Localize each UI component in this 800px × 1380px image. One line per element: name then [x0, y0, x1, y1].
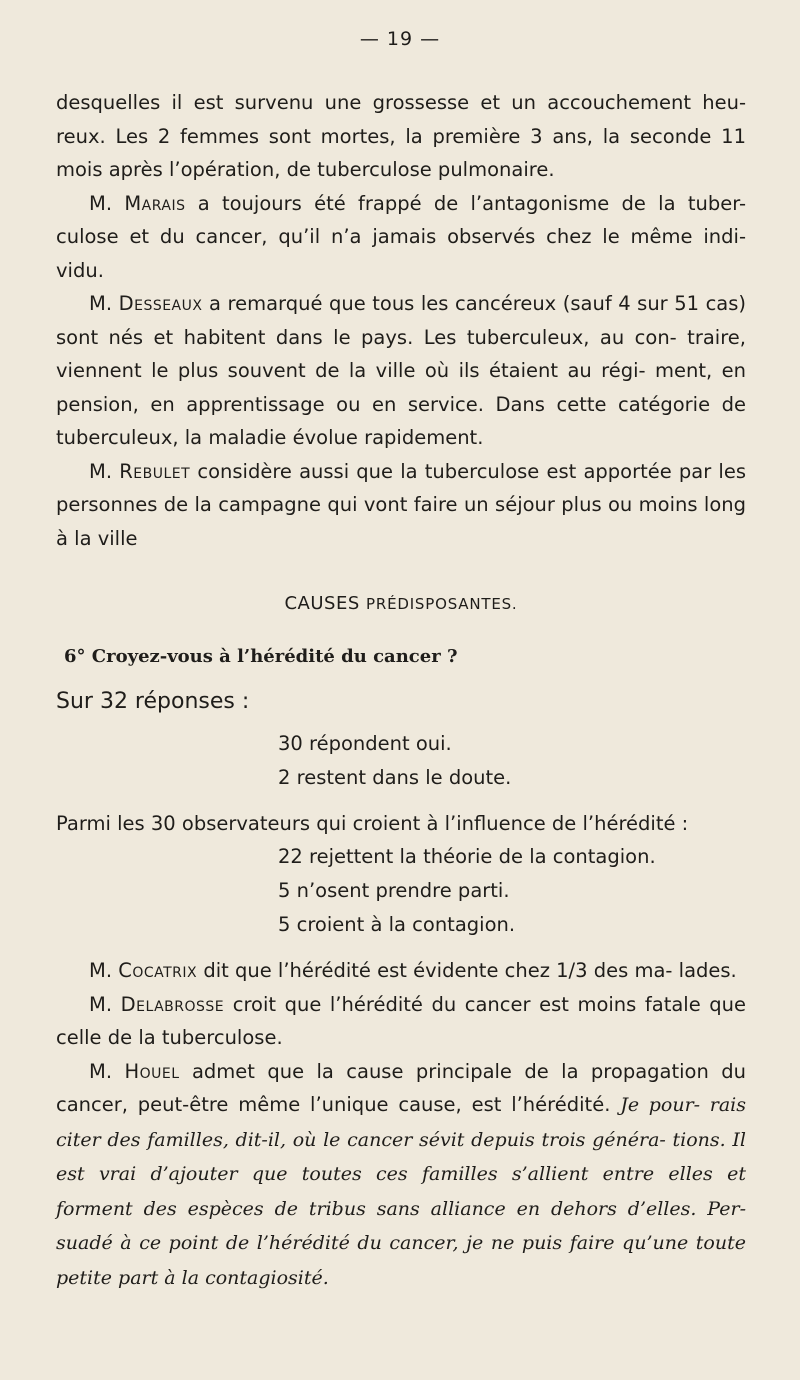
paragraph-cocatrix	[56, 954, 746, 988]
text-marais: a toujours été frappé de l’antagonisme de la tuber- culose et du cancer, qu’il n’a jamais observés chez le même indi- vidu.	[56, 191, 747, 282]
honorific: M.	[89, 292, 113, 315]
question: 6° Croyez-vous à l’hérédité du cancer ?	[64, 645, 458, 667]
list-item: 2 restent dans le doute.	[278, 765, 512, 789]
responses-list	[56, 727, 746, 795]
list-item: 22 rejettent la théorie de la contagion.	[278, 845, 656, 868]
text-rebulet: considère aussi que la tuberculose est apportée par les personnes de la campagne qui vont faire un séjour plus ou moins long à la ville	[56, 459, 747, 550]
honorific: M.	[89, 959, 113, 982]
observers-intro: Parmi les 30 observateurs qui croient à l’influence de l’hérédité :	[56, 811, 689, 835]
text-delabrosse: croit que l’hérédité du cancer est moins fatale que celle de la tuberculose.	[56, 992, 747, 1049]
paragraph-delabrosse	[56, 988, 746, 1055]
author-desseaux: Desseaux	[118, 292, 203, 315]
list-item: 5 croient à la contagion.	[278, 913, 516, 936]
quote-houel: Je pour- rais citer des familles, dit-il, où le cancer sévit depuis trois généra- tions. Il est vrai d’ajouter que toutes ces familles s’allient entre elles et forment des espèces de tribus sans alliance en dehors d’elles. Per- suadé à ce point de l’hérédité du cancer, je ne puis faire qu’une toute petite part à la contagiosité.	[56, 1094, 746, 1289]
author-cocatrix: Cocatrix	[118, 959, 198, 982]
text-desseaux: a remarqué que tous les cancéreux (sauf 4 sur 51 cas) sont nés et habitent dans le pays. Les tuberculeux, au con- traire, viennent le plus souvent de la ville où ils étaient au régi- ment, en pension, en apprentissage ou en service. Dans cette catégorie de tuberculeux, la maladie évolue rapidement.	[56, 292, 747, 449]
paragraph-houel	[56, 1055, 746, 1296]
honorific: M.	[89, 459, 113, 483]
list-item: 5 n’osent prendre parti.	[278, 879, 510, 902]
honorific: M.	[89, 191, 113, 215]
observers-list	[56, 840, 746, 942]
honorific: M.	[89, 992, 113, 1016]
heading-small: PRÉDISPOSANTES.	[366, 595, 518, 613]
paragraph-marais	[56, 187, 746, 288]
responses-intro: Sur 32 réponses :	[56, 689, 250, 714]
section-heading	[56, 587, 746, 622]
author-houel: Houel	[124, 1059, 180, 1083]
paragraph-opening: desquelles il est survenu une grossesse et un accouchement heu- reux. Les 2 femmes sont mortes, la première 3 ans, la seconde 11 mois après l’opération, de tuberculose pulmonaire.	[56, 91, 746, 181]
paragraph-desseaux	[56, 287, 746, 455]
list-item: 30 répondent oui.	[278, 731, 452, 755]
author-rebulet: Rebulet	[119, 459, 191, 483]
page-number: — 19 —	[359, 28, 441, 50]
author-marais: Marais	[124, 191, 186, 215]
heading-main: CAUSES	[284, 593, 360, 614]
honorific: M.	[89, 1059, 113, 1083]
body-text	[56, 86, 746, 1295]
text-cocatrix: dit que l’hérédité est évidente chez 1/3 des ma- lades.	[203, 959, 737, 982]
paragraph-rebulet	[56, 455, 746, 556]
text-houel: admet que la cause principale de la propagation du cancer, peut-être même l’unique cause, est l’hérédité.	[56, 1059, 746, 1116]
author-delabrosse: Delabrosse	[120, 992, 225, 1016]
